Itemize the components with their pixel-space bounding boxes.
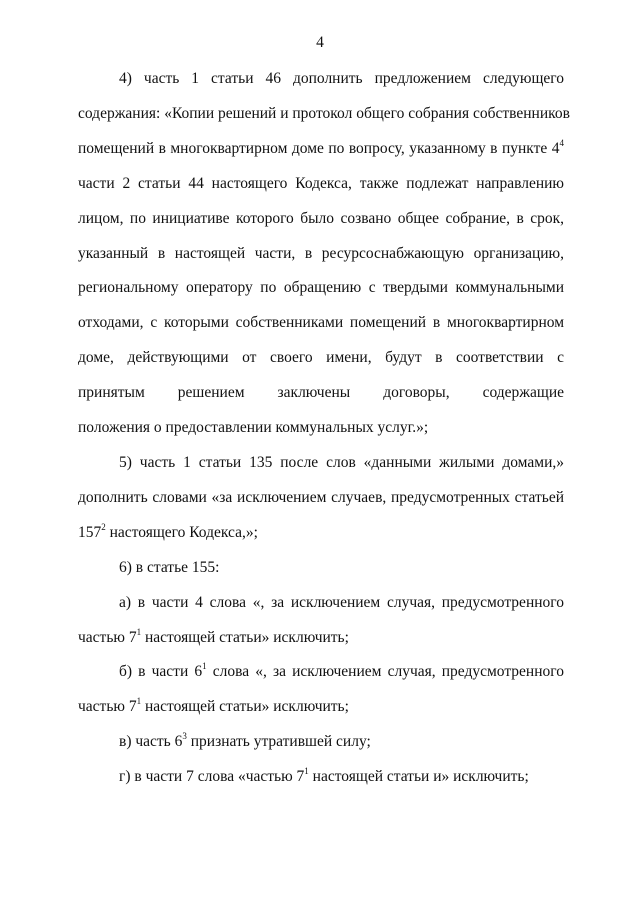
text-line: а) в части 4 слова «, за исключением случая, предусмотренного: [119, 593, 564, 611]
text-fragment: настоящей статьи» исключить;: [141, 698, 349, 716]
paragraph-item-6a: [78, 586, 564, 656]
text-line: 4) часть 1 статьи 46 дополнить предложением следующего: [119, 70, 564, 87]
text-line: [78, 516, 564, 551]
text-line: положения о предоставлении коммунальных услуг.»;: [78, 419, 429, 437]
paragraph-item-5: [78, 446, 564, 551]
superscript: 2: [101, 521, 106, 532]
text-fragment: 157: [78, 523, 102, 541]
text-fragment: б) в части 6: [119, 663, 203, 681]
text-line: [78, 725, 564, 760]
text-fragment: частью 7: [78, 628, 137, 646]
superscript: 1: [202, 661, 207, 672]
text-fragment: частью 7: [78, 698, 137, 716]
text-line: принятым решением заключены договоры, содержащие: [78, 384, 564, 402]
text-fragment: г) в части 7 слова «частью 7: [119, 768, 305, 786]
superscript: 1: [304, 766, 309, 777]
text-line: лицом, по инициативе которого было созвано общее собрание, в срок,: [78, 209, 564, 227]
text-fragment: помещений в многоквартирном доме по вопросу, указанному в пункте 4: [78, 139, 560, 157]
text-line: [78, 621, 564, 656]
text-line: доме, действующими от своего имени, будут в соответствии с: [78, 349, 564, 367]
text-line: 6) в статье 155:: [119, 558, 220, 576]
text-line: [78, 655, 564, 690]
paragraph-item-6v: [78, 725, 564, 760]
text-fragment: настоящего Кодекса,»;: [105, 523, 258, 541]
text-line: дополнить словами «за исключением случаев, предусмотренных статьей: [78, 488, 564, 506]
text-fragment: слова «, за исключением случая, предусмотренного: [206, 663, 564, 681]
text-line: [78, 132, 564, 167]
text-line: региональному оператору по обращению с твердыми коммунальными: [78, 279, 564, 297]
text-line: 5) часть 1 статьи 135 после слов «данными жилыми домами,»: [119, 453, 564, 471]
text-fragment: признать утратившей силу;: [186, 733, 371, 751]
document-body: [78, 62, 570, 795]
paragraph-item-6g: [78, 760, 564, 795]
text-fragment: настоящей статьи и» исключить;: [308, 768, 529, 786]
superscript: 3: [182, 731, 187, 742]
text-line: содержания: «Копии решений и протокол общего собрания собственников: [78, 104, 570, 122]
text-line: [78, 690, 564, 725]
text-line: [78, 760, 564, 795]
page-number: 4: [316, 34, 324, 51]
text-fragment: настоящей статьи» исключить;: [141, 628, 349, 646]
superscript: 4: [559, 137, 564, 148]
paragraph-item-6b: [78, 655, 564, 725]
paragraph-item-6: [78, 551, 564, 586]
text-line: указанный в настоящей части, в ресурсоснабжающую организацию,: [78, 244, 564, 262]
superscript: 1: [136, 696, 142, 707]
text-line: части 2 статьи 44 настоящего Кодекса, также подлежат направлению: [78, 174, 564, 192]
superscript: 1: [136, 626, 142, 637]
text-line: отходами, с которыми собственниками помещений в многоквартирном: [78, 314, 564, 332]
paragraph-item-4: [78, 62, 570, 446]
text-fragment: в) часть 6: [119, 733, 183, 751]
